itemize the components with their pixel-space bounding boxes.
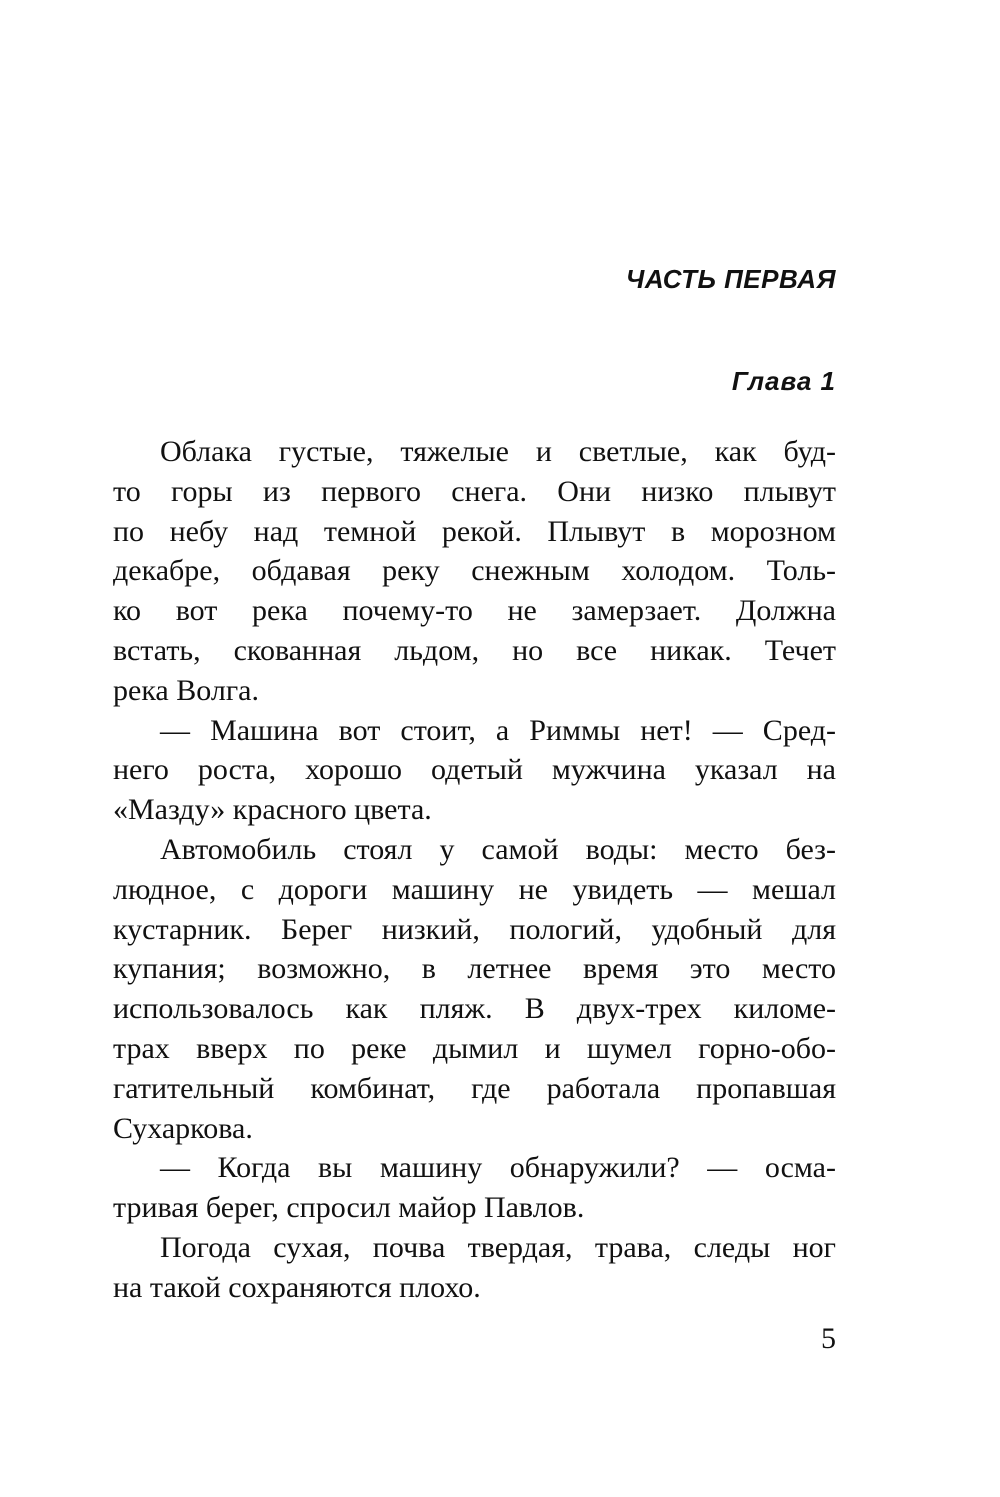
paragraph: [113, 1228, 836, 1308]
text-line: декабре, обдавая реку снежным холодом. Толь-: [113, 554, 836, 588]
text-line: кустарник. Берег низкий, пологий, удобный для: [113, 912, 836, 946]
text-line: по небу над темной рекой. Плывут в морозном: [113, 514, 836, 548]
chapter-title: Глава 1: [731, 366, 836, 396]
text-line: — Когда вы машину обнаружили? — осма-: [160, 1151, 836, 1185]
text-line: на такой сохраняются плохо.: [113, 1270, 481, 1304]
text-line: использовалось как пляж. В двух-трех киломе-: [113, 992, 836, 1026]
text-line: гатительный комбинат, где работала пропавшая: [113, 1071, 836, 1105]
body-text: [113, 432, 836, 1308]
text-line: него роста, хорошо одетый мужчина указал на: [113, 753, 836, 787]
text-line: «Мазду» красного цвета.: [113, 793, 432, 827]
text-line: Облака густые, тяжелые и светлые, как буд-: [160, 435, 836, 468]
text-line: встать, скованная льдом, но все никак. Течет: [113, 633, 836, 667]
text-line: Погода сухая, почва твердая, трава, следы ног: [160, 1230, 836, 1264]
page-number: 5: [821, 1322, 836, 1355]
text-line: Сухаркова.: [113, 1111, 253, 1145]
text-line: Автомобиль стоял у самой воды: место без-: [160, 832, 836, 866]
text-line: людное, с дороги машину не увидеть — мешал: [113, 872, 836, 906]
paragraph: [113, 830, 836, 1148]
text-line: ко вот река почему-то не замерзает. Должна: [113, 594, 836, 628]
text-line: тривая берег, спросил майор Павлов.: [113, 1191, 585, 1225]
paragraph: [113, 711, 836, 830]
paragraph: [113, 1148, 836, 1228]
text-line: — Машина вот стоит, а Риммы нет! — Сред-: [160, 713, 836, 747]
text-line: купания; возможно, в летнее время это место: [113, 952, 836, 986]
text-line: то горы из первого снега. Они низко плывут: [113, 474, 836, 508]
text-line: трах вверх по реке дымил и шумел горно-обо-: [113, 1031, 836, 1065]
text-line: река Волга.: [113, 673, 259, 707]
paragraph: [113, 432, 836, 711]
part-title: ЧАСТЬ ПЕРВАЯ: [625, 264, 836, 294]
